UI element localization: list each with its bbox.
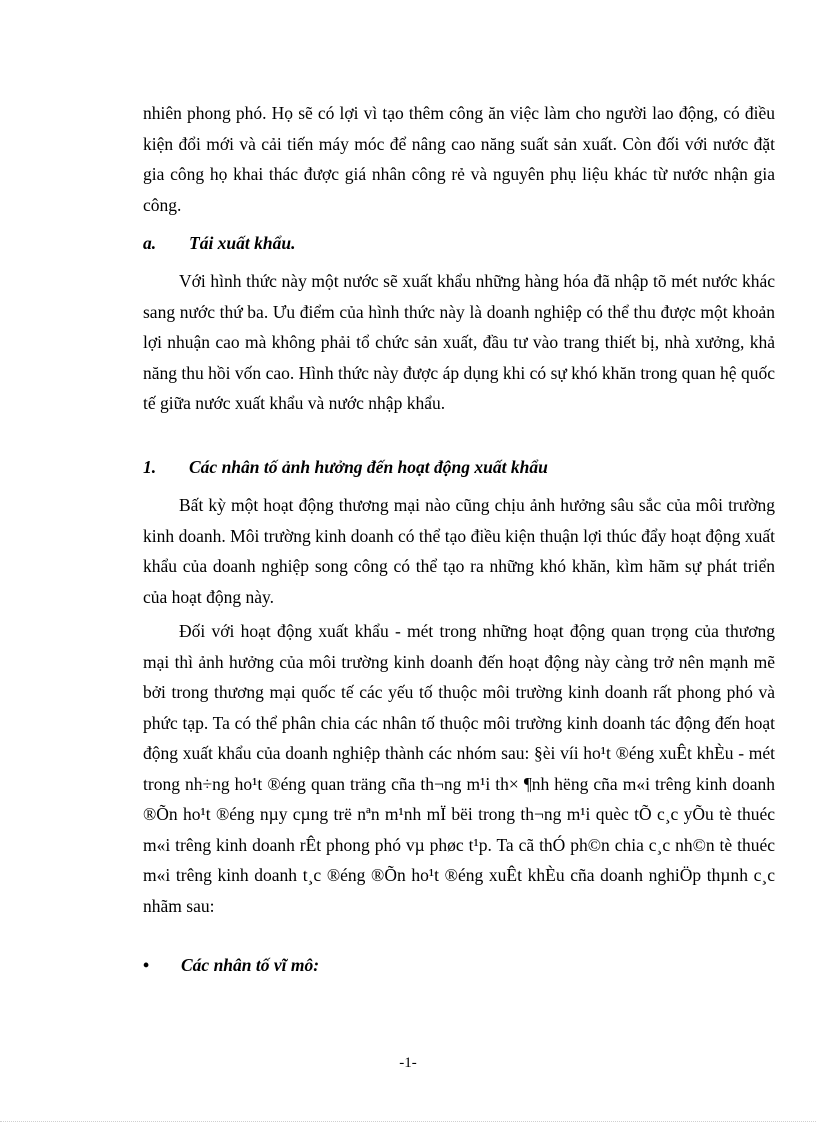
bottom-divider: [0, 1121, 816, 1122]
bullet-text: Các nhân tố vĩ mô:: [181, 955, 320, 975]
bullet-vi-mo: [143, 950, 319, 980]
heading-number: a.: [143, 233, 157, 253]
paragraph-moi-truong-kinh-doanh: Bất kỳ một hoạt động thương mại nào cũng chịu ảnh hưởng sâu sắc của môi trường kinh doanh. Môi trường kinh doanh có thể tạo điều kiện thuận lợi thúc đẩy hoạt động xuất khẩu của doanh nghiệp song công có thể tạo ra những khó khăn, kìm hãm sự phát triển của hoạt động này.: [143, 495, 775, 607]
heading-number: 1.: [143, 457, 157, 477]
heading-text: Các nhân tố ảnh hưởng đến hoạt động xuất khẩu: [189, 457, 548, 477]
paragraph-xuat-khau-nhom-nhan-to: Đối với hoạt động xuất khẩu - mét trong những hoạt động quan trọng của thương mại thì ảnh hưởng của môi trường kinh doanh đến hoạt động này càng trở nên mạnh mẽ bởi trong thương mại quốc tế các yếu tố thuộc môi trường kinh doanh rất phong phó và phức tạp. Ta có thể phân chia các nhân tố thuộc môi trường kinh doanh tác động đến hoạt động xuất khẩu của doanh nghiệp thành các nhóm sau: §èi víi ho¹t ®éng xuÊt khÈu - mét trong nh÷ng ho¹t ®éng quan träng cña th¬ng m¹i th× ¶nh hëng cña m«i trêng kinh doanh ®Õn ho¹t ®éng nµy cµng trë nªn m¹nh mÏ bëi trong th¬ng m¹i quèc tÕ c¸c yÕu tè thuéc m«i trêng kinh doanh rÊt phong phó vµ phøc t¹p. Ta cã thÓ ph©n chia c¸c nh©n tè thuéc m«i trêng kinh doanh t¸c ®éng ®Õn ho¹t ®éng xuÊt khÈu cña doanh nghiÖp thµnh c¸c nhãm sau:: [143, 621, 775, 916]
heading-text: Tái xuất khẩu.: [189, 233, 296, 253]
page-number: -1-: [399, 1055, 417, 1071]
heading-tai-xuat-khau: [143, 228, 296, 258]
heading-nhan-to-anh-huong: [143, 452, 548, 482]
bullet-dot-icon: •: [143, 955, 150, 975]
paragraph-gia-cong-benefits: nhiên phong phó. Họ sẽ có lợi vì tạo thêm công ăn việc làm cho người lao động, có điều kiện đổi mới và cải tiến máy móc để nâng cao năng suất sản xuất. Còn đối với nước đặt gia công họ khai thác được giá nhân công rẻ và nguyên phụ liệu khác từ nước nhận gia công.: [143, 103, 775, 215]
paragraph-tai-xuat-khau: Với hình thức này một nước sẽ xuất khẩu những hàng hóa đã nhập tõ mét nước khác sang nước thứ ba. Ưu điểm của hình thức này là doanh nghiệp có thể thu được một khoản lợi nhuận cao mà không phải tổ chức sản xuất, đầu tư vào trang thiết bị, nhà xưởng, khả năng thu hồi vốn cao. Hình thức này được áp dụng khi có sự khó khăn trong quan hệ quốc tế giữa nước xuất khẩu và nước nhập khẩu.: [143, 271, 775, 413]
